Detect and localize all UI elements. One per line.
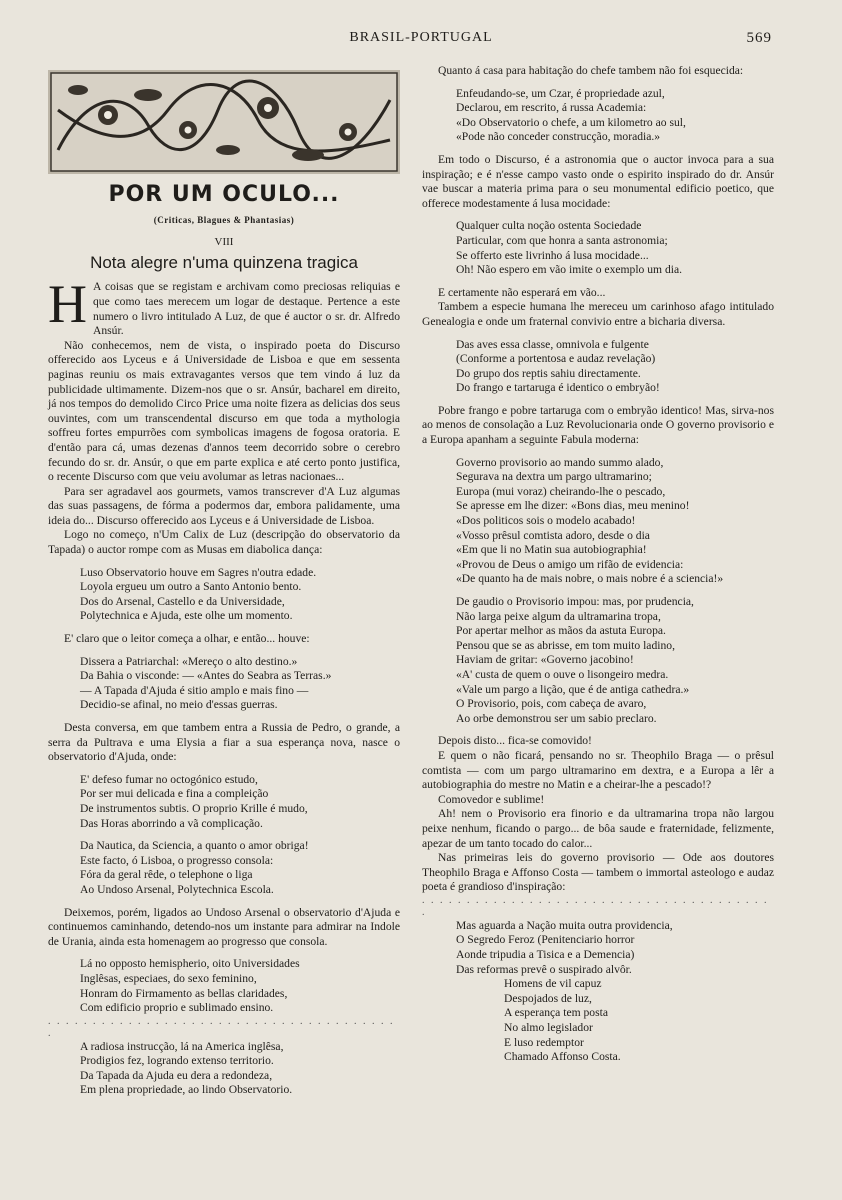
verse-line: Decidio-se afinal, no meio d'essas guerras. (80, 698, 278, 712)
drop-cap: H (48, 274, 87, 335)
verse-line: Ao orbe demonstrou ser um sabio preclaro. (456, 711, 657, 725)
verse-r4 (422, 456, 774, 587)
paragraph-3: Para ser agradavel aos gourmets, vamos transcrever d'A Luz algumas das suas passagens, de fórma a podermos dar, embora palidamente, uma ideia do... Discurso offerecido aos Lyceus e á Universidade de Lisboa. (48, 484, 400, 527)
verse-line: O Provisorio, pois, com cabeça de avaro, (456, 697, 647, 711)
paragraph-6: Desta conversa, em que tambem entra a Russia de Pedro, o grande, a serra da Pultrava e uma Elysia a fiar a sua esperança nova, nasce o observatorio d'Ajuda, onde: (48, 721, 400, 764)
verse-line: «Provou de Deus o amigo um rifão de evidencia: (456, 557, 684, 571)
ellipsis-divider: . . . . . . . . . . . . . . . . . . . . . . . . . . . . . . . . . . . . . . . . (48, 1015, 395, 1039)
verse-line: Das reformas prevê o suspirado alvôr. (456, 962, 632, 976)
paragraph-r7: E quem o não ficará, pensando no sr. Theophilo Braga — o prêsul comtista — com um pargo ultramarino em dextra, e a Europa a lêr a autobiographia do mestre no Matin e a cheirar-lhe a pescado!? (422, 748, 774, 792)
verse-line: «De quanto ha de mais nobre, o mais nobre é a sciencia!» (456, 572, 724, 586)
article-heading: Nota alegre n'uma quinzena tragica (90, 252, 358, 272)
verse-line: Europa (mui voraz) cheirando-lhe o pescado, (456, 484, 666, 498)
verse-line: Ao Undoso Arsenal, Polytechnica Escola. (80, 882, 274, 896)
verse-line: — A Tapada d'Ajuda é sitio amplo e mais fino — (80, 683, 309, 697)
verse-line: Lá no opposto hemispherio, oito Universidades (80, 957, 300, 971)
verse-line: De instrumentos subtis. O proprio Krille é mudo, (80, 801, 308, 815)
verse-line: «A' custa de quem o ouve o lisongeiro medra. (456, 667, 669, 681)
verse-line: Oh! Não espero em vão imite o exemplo um dia. (456, 263, 683, 277)
paragraph-r2: Em todo o Discurso, é a astronomia que o auctor invoca para a sua inspiração; e é n'esse campo vasto onde o espirito inspirado do dr. Ansúr vae buscar a materia prima para o seu monumental edificio poetico, que offerece modestamente á lusa mocidade: (422, 152, 774, 210)
verse-3 (48, 773, 400, 831)
verse-line: No almo legislador (504, 1021, 593, 1035)
verse-line: Haviam de gritar: «Governo jacobino! (456, 653, 634, 667)
paragraph-r3: E certamente não esperará em vão... (438, 285, 606, 299)
verse-line: Chamado Affonso Costa. (504, 1050, 621, 1064)
verse-2 (48, 655, 400, 713)
verse-line: Luso Observatorio houve em Sagres n'outra edade. (80, 565, 317, 579)
verse-line: «Do Observatorio o chefe, a um kilometro ao sul, (456, 115, 686, 129)
verse-line: Do frango e tartaruga é identico o embryão! (456, 381, 660, 395)
magazine-title: BRASIL-PORTUGAL (349, 30, 493, 45)
verse-line: A radiosa instrucção, lá na America inglêsa, (80, 1039, 284, 1053)
section-number: VIII (214, 236, 234, 249)
paragraph-r6: Depois disto... fica-se comovido! (438, 734, 592, 748)
paragraph-r5: Pobre frango e pobre tartaruga com o embryão identico! Mas, sirva-nos ao menos de consolação a Luz Revolucionaria onde O governo provisorio e a Europa apanham a seguinte Fabula moderna: (422, 403, 774, 447)
paragraph-4: Logo no começo, n'Um Calix de Luz (descripção do observatorio da Tapada) o auctor rompe com as Musas em diabolica dança: (48, 528, 400, 557)
paragraph-r10: Nas primeiras leis do governo provisorio — Ode aos doutores Theophilo Braga e Affonso Costa — tambem o immortal asteologo e audaz poeta é grandioso d'inspiração: (422, 851, 774, 894)
ornamental-banner-icon (48, 70, 400, 174)
left-column (48, 70, 400, 1098)
verse-line: Pensou que se as abrisse, em tom muito ladino, (456, 638, 675, 652)
verse-line: Loyola ergueu um outro a Santo Antonio bento. (80, 580, 302, 594)
verse-line: Das aves essa classe, omnivola e fulgente (456, 337, 649, 351)
verse-line: Aonde tripudia a Tisica e a Demencia) (456, 948, 635, 962)
verse-line: (Conforme a portentosa e audaz revelação) (456, 352, 656, 366)
verse-r5 (422, 595, 774, 726)
verse-line: «Em que li no Matin sua autobiographia! (456, 543, 647, 557)
verse-6 (48, 1040, 400, 1098)
running-header (0, 30, 842, 50)
verse-line: Não larga peixe algum da ultramarina tropa, (456, 609, 661, 623)
verse-line: Homens de vil capuz (504, 977, 602, 991)
verse-line: Este facto, ó Lisboa, o progresso consola: (80, 853, 274, 867)
verse-r7 (422, 977, 774, 1065)
verse-line: O Segredo Feroz (Penitenciario horror (456, 933, 635, 947)
verse-line: Da Nautica, da Sciencia, a quanto o amor obriga! (80, 839, 309, 853)
verse-r1 (422, 87, 774, 145)
verse-line: Das Horas aborrindo a vã complicação. (80, 816, 263, 830)
verse-line: Em plena propriedade, ao lindo Observatorio. (80, 1083, 293, 1097)
verse-1 (48, 566, 400, 624)
article-subtitle: (Criticas, Blagues & Phantasias) (153, 214, 295, 225)
verse-line: Segurava na dextra um pargo ultramarino; (456, 470, 652, 484)
paragraph-5: E' claro que o leitor começa a olhar, e então... houve: (64, 632, 310, 646)
verse-r3 (422, 338, 774, 396)
verse-line: Do grupo dos reptis sahiu directamente. (456, 366, 641, 380)
verse-line: Fóra da geral rêde, o telephone o liga (80, 868, 253, 882)
verse-line: Por apertar melhor as mãos da astuta Europa. (456, 624, 666, 638)
verse-line: Declarou, em rescrito, á russa Academia: (456, 101, 647, 115)
verse-line: Inglêsas, especiaes, do sexo feminino, (80, 971, 257, 985)
verse-r2 (422, 219, 774, 277)
verse-line: Particular, com que honra a santa astronomia; (456, 233, 668, 247)
verse-line: Com edificio proprio e sublimado ensino. (80, 1001, 274, 1015)
verse-line: Enfeudando-se, um Czar, é propriedade azul, (456, 86, 665, 100)
verse-line: Dissera a Patriarchal: «Mereço o alto destino.» (80, 654, 298, 668)
paragraph-2: Não conhecemos, nem de vista, o inspirado poeta do Discurso offerecido aos Lyceus e á Universidade de Lisboa e que em sessenta paginas reuniu os mais extravagantes versos que tem vindo á luz da publicidade ultimamente. Dizem-nos que o sr. Ansúr, bacharel em direito, já nos tempos do demolido Circo Price uma noite fizera as delicias dos seus ouvintes, com um transcendental discurso em que toda a mythologia soffreu fortes empurrões com symbolicas imagens de fogosa oratoria. E d'então para cá, umas dezenas d'annos teem decorrido sobre o cerebro fecundo do sr. dr. Ansúr, o que em parte explica e até certo ponto justifica, o recente Discurso com que veiu avolumar as letras nacionaes... (48, 338, 400, 484)
verse-line: Por ser mui delicada e fina a compleição (80, 787, 269, 801)
paragraph-1: A coisas que se registam e archivam como preciosas reliquias e que como taes merecem um logar de destaque. Pertence a este numero o livro intitulado A Luz, de que é auctor o sr. dr. Alfredo Ansúr. (93, 280, 400, 338)
verse-5 (48, 957, 400, 1015)
right-column (422, 64, 774, 1065)
verse-line: Polytechnica e Ajuda, este olhe um momento. (80, 609, 293, 623)
paragraph-7: Deixemos, porém, ligados ao Undoso Arsenal o observatorio d'Ajuda e continuemos caminhando, detendo-nos um instante para admirar na Indole de Urania, ainda esta homenagem ao progresso que consola. (48, 905, 400, 948)
verse-r6 (422, 919, 774, 977)
verse-line: «Vosso prêsul comtista adoro, desde o dia (456, 528, 650, 542)
verse-line: Da Tapada da Ajuda eu dera a redondeza, (80, 1068, 273, 1082)
paragraph-r1: Quanto á casa para habitação do chefe tambem não foi esquecida: (438, 64, 744, 77)
ellipsis-divider: . . . . . . . . . . . . . . . . . . . . . . . . . . . . . . . . . . . . . . . . (422, 894, 769, 918)
verse-line: Governo provisorio ao mando summo alado, (456, 455, 664, 469)
verse-line: E luso redemptor (504, 1035, 584, 1049)
verse-line: Mas aguarda a Nação muita outra providencia, (456, 918, 673, 932)
paragraph-r9: Ah! nem o Provisorio era finorio e da ultramarina tropa não largou peixe nenhum, ficando o pargo... de bôa saude e fraternidade, felizmente, apezar de um tanto tocado do calor... (422, 807, 774, 850)
verse-line: Da Bahia o visconde: — «Antes do Seabra as Terras.» (80, 669, 332, 683)
verse-line: E' defeso fumar no octogónico estudo, (80, 772, 258, 786)
verse-4 (48, 839, 400, 897)
paragraph-r4: Tambem a especie humana lhe mereceu um carinhoso afago intitulado Genealogia e onde um fraternal convivio entre a bicharia diversa. (422, 300, 774, 328)
verse-line: Qualquer culta noção ostenta Sociedade (456, 219, 642, 233)
verse-line: «Dos politicos sois o modelo acabado! (456, 514, 636, 528)
verse-line: «Vale um pargo a lição, que é de antiga cathedra.» (456, 682, 690, 696)
verse-line: De gaudio o Provisorio impou: mas, por prudencia, (456, 595, 694, 608)
verse-line: Se apresse em lhe dizer: «Bons dias, meu menino! (456, 499, 690, 513)
verse-line: Dos do Arsenal, Castello e da Universidade, (80, 594, 285, 608)
paragraph-r8: Comovedor e sublime! (438, 792, 545, 806)
verse-line: Honram do Firmamento as bellas claridades, (80, 986, 288, 1000)
verse-line: Prodigios fez, logrando extenso territorio. (80, 1054, 274, 1068)
opening-paragraph (48, 274, 400, 338)
article-title: POR UM OCULO... (108, 182, 340, 207)
verse-line: A esperança tem posta (504, 1006, 608, 1020)
verse-line: Despojados de luz, (504, 991, 592, 1005)
verse-line: «Pode não conceder construcção, moradia.» (456, 130, 661, 144)
page-number: 569 (746, 30, 772, 46)
verse-line: Se offerto este livrinho á lusa mocidade... (456, 248, 649, 262)
